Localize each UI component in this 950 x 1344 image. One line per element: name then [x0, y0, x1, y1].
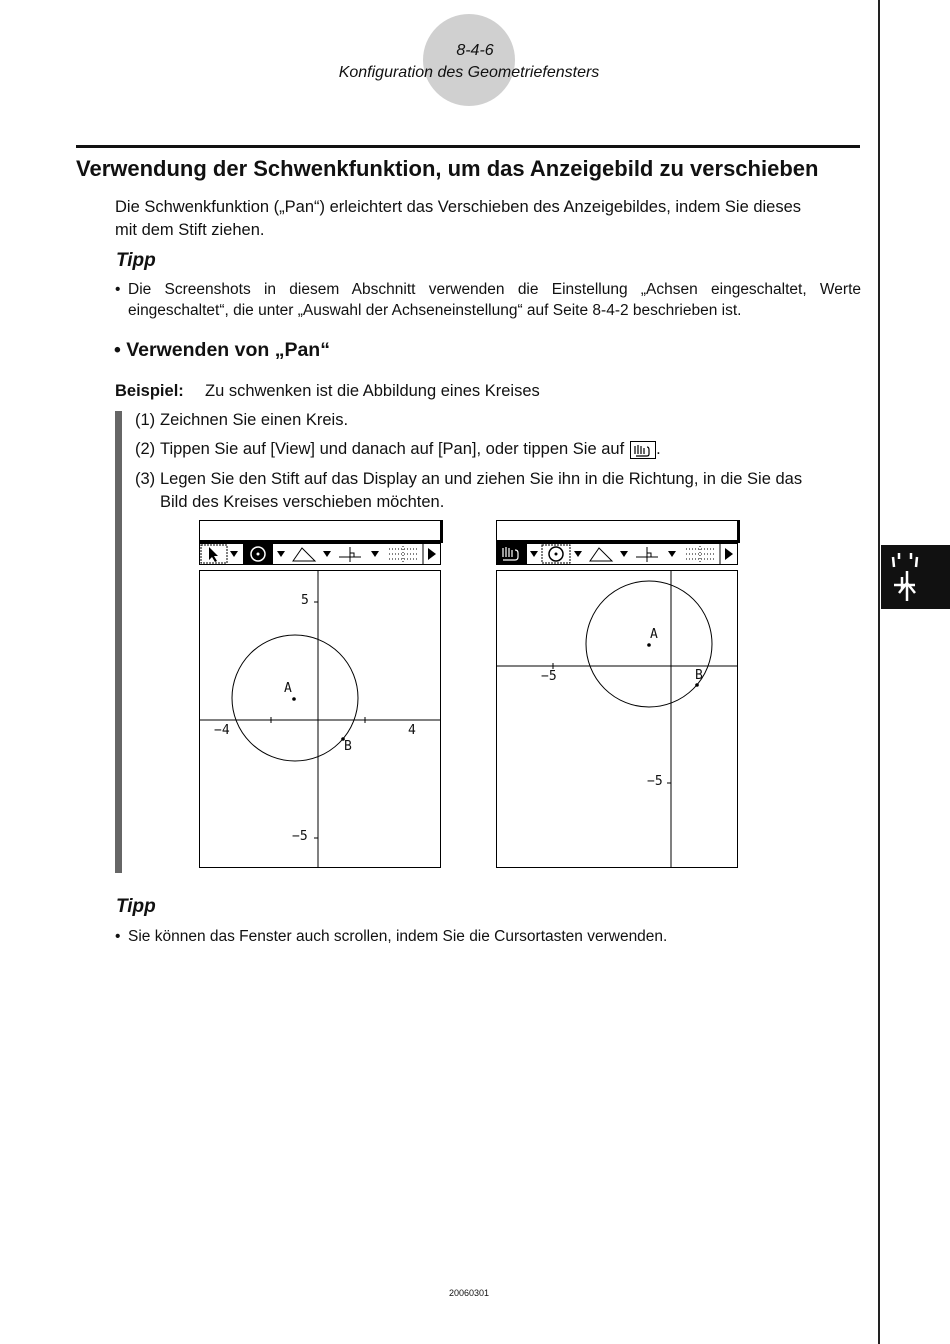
graph-area[interactable] [496, 570, 738, 868]
intro-line-1: Die Schwenkfunktion („Pan“) erleichtert das Verschieben des Anzeigebildes, indem Sie dieses [115, 198, 802, 216]
chapter-side-tab [881, 545, 950, 609]
menu-bar [199, 520, 443, 543]
step-1-text: Zeichnen Sie einen Kreis. [160, 411, 349, 429]
point-b-label: B [695, 668, 703, 683]
tip-2-text: Sie können das Fenster auch scrollen, indem Sie die Cursortasten verwenden. [128, 928, 668, 945]
section-title: Verwendung der Schwenkfunktion, um das Anzeigebild zu verschieben [76, 156, 819, 181]
tick-x-neg-5: −5 [541, 669, 557, 684]
geometry-tab-icon [881, 545, 950, 609]
subheading: • Verwenden von „Pan“ [114, 339, 330, 361]
steps-side-bar [115, 411, 122, 873]
step-2-end: . [656, 440, 661, 458]
page-number: 8-4-6 [456, 42, 494, 59]
screen-before-pan [199, 520, 443, 868]
screen-after-pan [496, 520, 740, 868]
tick-x-4: 4 [408, 723, 416, 738]
point-a-label: A [650, 627, 658, 642]
tick-y-neg-5: −5 [292, 829, 308, 844]
tip-2-heading: Tipp [116, 896, 156, 917]
toolbar[interactable] [199, 543, 442, 565]
point-b-label: B [344, 739, 352, 754]
step-3-line-1: Legen Sie den Stift auf das Display an und ziehen Sie ihn in die Richtung, in die Sie das [160, 470, 803, 488]
step-3-line-2: Bild des Kreises verschieben möchten. [160, 493, 445, 511]
step-2-text: Tippen Sie auf [View] und danach auf [Pan], oder tippen Sie auf [160, 440, 625, 458]
point-a-marker [292, 697, 296, 701]
tip-bullet: • [115, 281, 121, 298]
example-label: Beispiel: [115, 382, 184, 400]
pan-hand-icon [497, 544, 527, 564]
step-1-number: (1) [135, 411, 156, 429]
point-a-label: A [284, 681, 292, 696]
circle-tool-icon [243, 544, 273, 564]
tick-y-5: 5 [301, 593, 309, 608]
tick-y-neg-5: −5 [647, 774, 663, 789]
tip-line-1: Die Screenshots in diesem Abschnitt verwenden die Einstellung „Achsen eingeschaltet, Werte [128, 281, 861, 298]
menu-bar [496, 520, 740, 543]
point-a-marker [647, 643, 651, 647]
pan-hand-icon [630, 441, 656, 459]
point-b-marker [695, 683, 699, 687]
example-text: Zu schwenken ist die Abbildung eines Kreises [205, 382, 540, 400]
intro-line-2: mit dem Stift ziehen. [115, 221, 265, 239]
tip-2-bullet: • [115, 928, 121, 945]
section-top-rule [76, 145, 860, 148]
footer-code: 20060301 [448, 1288, 490, 1298]
tip-line-2: eingeschaltet“, die unter „Auswahl der Achseneinstellung“ auf Seite 8-4-2 beschrieben ist. [128, 302, 742, 319]
header-circle-decoration [423, 14, 515, 106]
right-margin-rule [878, 0, 880, 1344]
tip-heading: Tipp [116, 250, 156, 271]
page-subtitle: Konfiguration des Geometriefensters [338, 64, 600, 81]
step-3-number: (3) [135, 470, 156, 488]
toolbar[interactable] [496, 543, 739, 565]
graph-area[interactable] [199, 570, 441, 868]
tick-x-neg-4: −4 [214, 723, 230, 738]
step-2-number: (2) [135, 440, 156, 458]
